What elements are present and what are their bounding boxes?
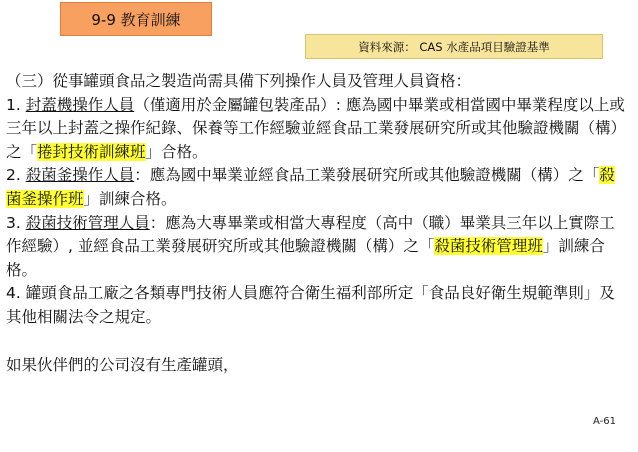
intro-paragraph: （三）從事罐頭食品之製造尚需具備下列操作人員及管理人員資格：: [6, 72, 472, 90]
document-body: [6, 70, 626, 377]
closing-line: 如果伙伴們的公司沒有生產罐頭，: [6, 355, 239, 374]
item-1-text-a: （僅適用於金屬罐包裝產品）: 應為國中畢業或相當國中畢業程度以上或三年以上封蓋之操作紀錄、保養等工作經驗並經食品工業發展研究所或其他驗證機關（構）之「: [6, 95, 627, 161]
item-1-number: 1.: [6, 95, 26, 114]
item-1: [6, 94, 626, 165]
item-2-text-a: ：應為國中畢業並經食品工業發展研究所或其他驗證機關（構）之「: [134, 166, 600, 185]
item-3: [6, 212, 626, 283]
item-4: 4. 罐頭食品工廠之各類專門技術人員應符合衛生福利部所定「食品良好衛生規範準則」及其他相關法令之規定。: [6, 284, 615, 326]
page-number: A-61: [593, 416, 616, 427]
item-2-text-b: 」訓練合格。: [83, 189, 177, 208]
item-3-text-a: ：應為大專畢業或相當大專程度（高中（職）畢業具三年以上實際工作經驗）, 並經食品工業發展研究所或其他驗證機關（構）之「: [6, 213, 615, 256]
source-note-text: 資料來源： CAS 水產品項目驗證基準: [358, 39, 550, 54]
item-3-role: 殺菌技術管理人員: [25, 213, 150, 232]
item-2-course-highlight: 殺菌釜操作班: [6, 166, 615, 208]
item-2-number: 2.: [6, 166, 26, 185]
item-1-text-b: 」合格。: [145, 142, 208, 161]
item-1-role: 封蓋機操作人員: [25, 95, 135, 114]
section-title-text: 9-9 教育訓練: [91, 10, 181, 29]
item-2: [6, 164, 626, 211]
item-2-role: 殺菌釜操作人員: [25, 166, 135, 185]
item-3-course-highlight: 殺菌技術管理班: [434, 237, 543, 256]
item-3-text-b: 」訓練合格。: [6, 237, 605, 279]
item-1-course-highlight: 捲封技術訓練班: [37, 142, 146, 161]
section-title: [60, 2, 212, 36]
item-3-number: 3.: [6, 213, 26, 232]
source-note: [305, 34, 603, 59]
